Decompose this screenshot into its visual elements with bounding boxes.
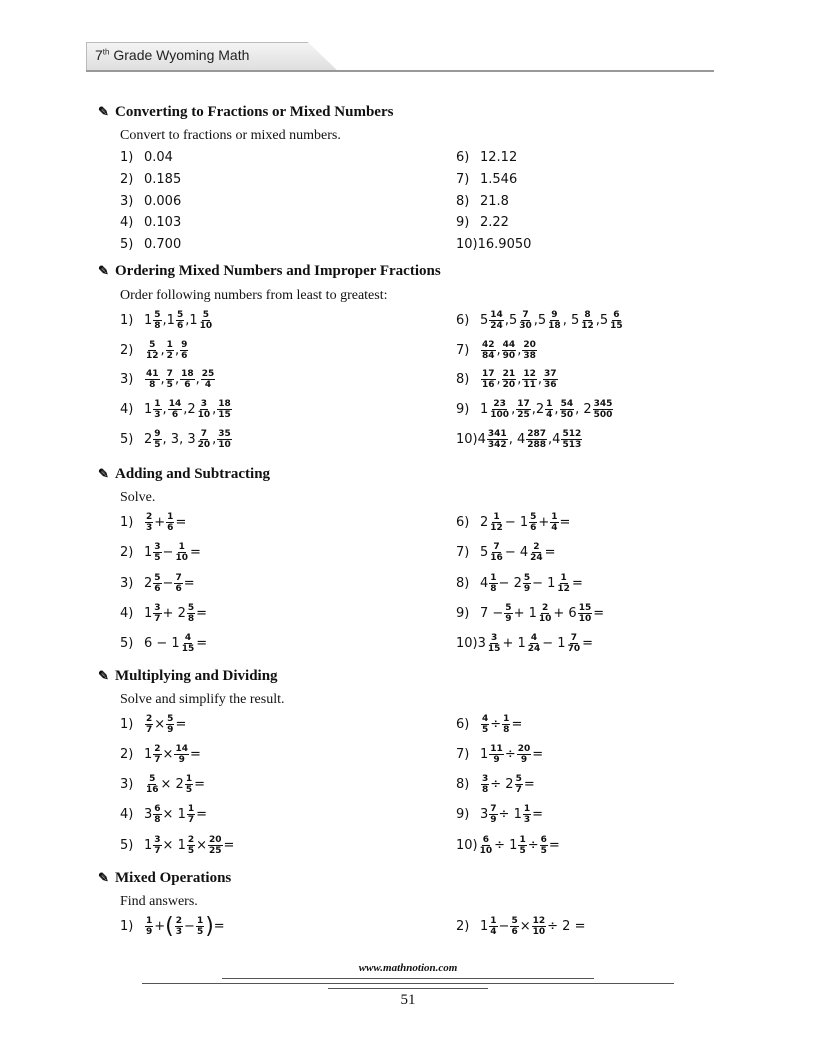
problem: 4) 1 $\frac{3}{7}$ + 2 $\frac{5}{8}$ = (120, 603, 208, 624)
problem: 8) 21.8 (456, 194, 509, 209)
instruction: Find answers. (120, 894, 198, 909)
problem: 9) 2.22 (456, 215, 509, 230)
section-title-adding: ✎ Adding and Subtracting (98, 466, 271, 482)
problem: 9) 3 $\frac{7}{9}$ ÷ 1 $\frac{1}{3}$ = (456, 804, 544, 825)
pencil-icon: ✎ (98, 870, 109, 885)
problem: 7) 1.546 (456, 172, 518, 187)
problem: 10) $\frac{6}{10}$ ÷ 1 $\frac{1}{5}$ ÷ $\frac{6}{5}$ = (456, 835, 560, 856)
header-rule (86, 70, 714, 72)
pencil-icon: ✎ (98, 668, 109, 683)
section-title-converting: ✎ Converting to Fractions or Mixed Numbers (98, 104, 394, 120)
pencil-icon: ✎ (98, 104, 109, 119)
problem: 5) 1 $\frac{3}{7}$ × 1 $\frac{2}{5}$ × $\frac{20}{25}$ = (120, 835, 235, 856)
problem: 9) 1 $\frac{23}{100}$ , $\frac{17}{25}$ ,2 $\frac{1}{4}$ , $\frac{54}{50}$ , 2 $\frac{345}{500}$ (456, 399, 613, 420)
problem: 6) $\frac{4}{5}$ ÷ $\frac{1}{8}$ = (456, 714, 523, 735)
section-title-ordering: ✎ Ordering Mixed Numbers and Improper Fractions (98, 263, 441, 279)
instruction: Convert to fractions or mixed numbers. (120, 128, 341, 143)
instruction: Order following numbers from least to greatest: (120, 288, 388, 303)
page-number: 51 (400, 992, 416, 1008)
pencil-icon: ✎ (98, 263, 109, 278)
problem: 3) $\frac{5}{16}$ × 2 $\frac{1}{5}$ = (120, 774, 205, 795)
problem: 8) $\frac{17}{16}$ , $\frac{21}{20}$ , $\frac{12}{11}$ , $\frac{37}{36}$ (456, 369, 557, 390)
instruction: Solve. (120, 490, 156, 505)
problem: 2) 1 $\frac{1}{4}$ − $\frac{5}{6}$ × $\frac{12}{10}$ ÷ 2 = (456, 916, 586, 937)
problem: 6) 12.12 (456, 150, 518, 165)
problem: 5) 2 $\frac{9}{5}$ , 3, 3 $\frac{7}{20}$ , $\frac{35}{10}$ (120, 429, 231, 450)
problem: 8) $\frac{3}{8}$ ÷ 2 $\frac{5}{7}$ = (456, 774, 535, 795)
problem: 4) 3 $\frac{6}{8}$ × 1 $\frac{1}{7}$ = (120, 804, 208, 825)
problem: 2) 0.185 (120, 172, 182, 187)
problem: 1) 1 $\frac{5}{8}$ ,1 $\frac{5}{6}$ ,1 $\frac{5}{10}$ (120, 310, 213, 331)
problem: 4) 1 $\frac{1}{3}$ , $\frac{14}{6}$ ,2 $\frac{3}{10}$ , $\frac{18}{15}$ (120, 399, 231, 420)
section-title-mixed: ✎ Mixed Operations (98, 870, 232, 886)
problem: 3) 0.006 (120, 194, 182, 209)
problem: 1) $\frac{1}{9}$ + ( $\frac{2}{3}$ − $\frac{1}{5}$ ) = (120, 913, 225, 939)
problem: 3) $\frac{41}{8}$ , $\frac{7}{5}$ , $\frac{18}{6}$ , $\frac{25}{4}$ (120, 369, 215, 390)
instruction: Solve and simplify the result. (120, 692, 285, 707)
problem: 4) 0.103 (120, 215, 182, 230)
section-title-multiplying: ✎ Multiplying and Dividing (98, 668, 278, 684)
footer-url: www.mathnotion.com (358, 962, 458, 974)
footer-rule (328, 988, 488, 989)
footer-rule (142, 983, 674, 984)
problem: 7) $\frac{42}{84}$ , $\frac{44}{90}$ , $\frac{20}{38}$ (456, 340, 536, 361)
problem: 1) 0.04 (120, 150, 173, 165)
problem: 2) $\frac{5}{12}$ , $\frac{1}{2}$ , $\frac{9}{6}$ (120, 340, 188, 361)
problem: 2) 1 $\frac{3}{5}$ − $\frac{1}{10}$ = (120, 542, 201, 563)
problem: 6) 5 $\frac{14}{24}$ ,5 $\frac{7}{30}$ ,5 $\frac{9}{18}$ , 5 $\frac{8}{12}$ ,5 $\frac{6}{15}$ (456, 310, 623, 331)
footer-rule (222, 978, 594, 979)
problem: 1) $\frac{2}{3}$ + $\frac{1}{6}$ = (120, 512, 187, 533)
problem: 9) 7 − $\frac{5}{9}$ + 1 $\frac{2}{10}$ + 6 $\frac{15}{10}$ = (456, 603, 605, 624)
problem: 2) 1 $\frac{2}{7}$ × $\frac{14}{9}$ = (120, 744, 201, 765)
problem: 5) 0.700 (120, 237, 182, 252)
problem: 7) 1 $\frac{11}{9}$ ÷ $\frac{20}{9}$ = (456, 744, 544, 765)
problem: 10) 3 $\frac{3}{15}$ + 1 $\frac{4}{24}$ − 1 $\frac{7}{70}$ = (456, 633, 593, 654)
pencil-icon: ✎ (98, 466, 109, 481)
header-title: 7th Grade Wyoming Math (95, 47, 250, 63)
problem: 10) 16.9050 (456, 237, 532, 252)
problem: 6) 2 $\frac{1}{12}$ − 1 $\frac{5}{6}$ + $\frac{1}{4}$ = (456, 512, 571, 533)
problem: 10) 4 $\frac{341}{342}$ , 4 $\frac{287}{288}$ ,4 $\frac{512}{513}$ (456, 429, 582, 450)
problem: 5) 6 − 1 $\frac{4}{15}$ = (120, 633, 208, 654)
problem: 8) 4 $\frac{1}{8}$ − 2 $\frac{5}{9}$ − 1 $\frac{1}{12}$ = (456, 573, 583, 594)
problem: 7) 5 $\frac{7}{16}$ − 4 $\frac{2}{24}$ = (456, 542, 556, 563)
problem: 1) $\frac{2}{7}$ × $\frac{5}{9}$ = (120, 714, 187, 735)
problem: 3) 2 $\frac{5}{6}$ − $\frac{7}{6}$ = (120, 573, 195, 594)
